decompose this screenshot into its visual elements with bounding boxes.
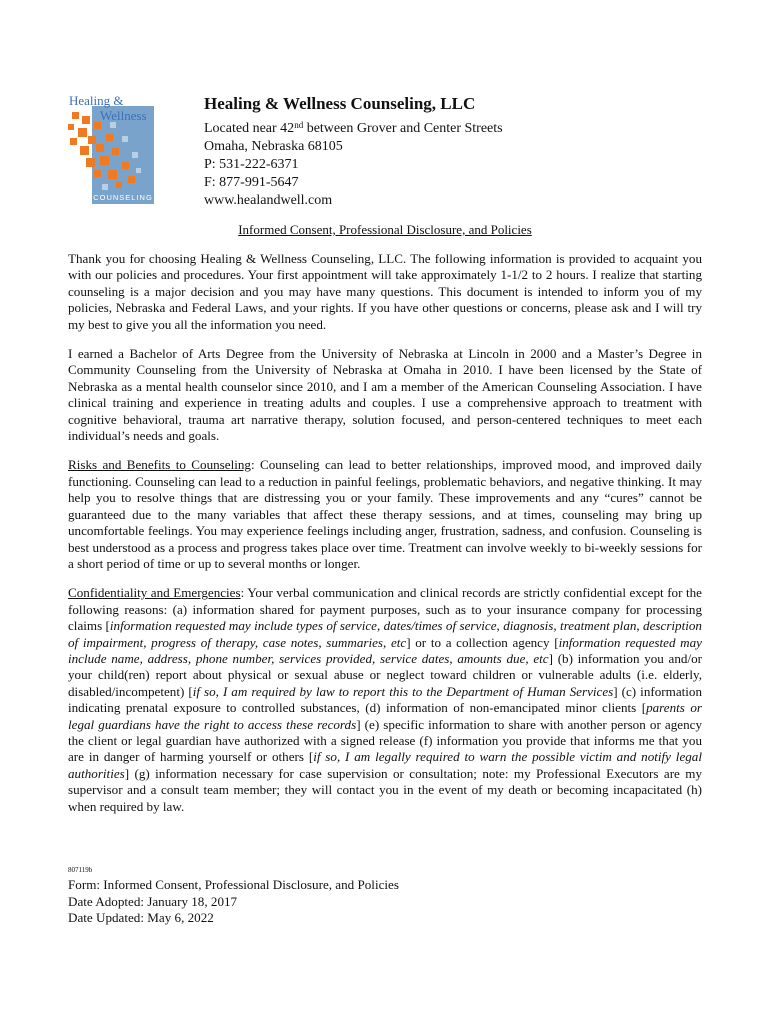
location-post: between Grover and Center Streets <box>303 121 503 136</box>
company-name: Healing & Wellness Counseling, LLC <box>204 94 476 113</box>
conf-italic-6: if so, I am required by law to report this to the Department of Human Services <box>192 683 614 699</box>
conf-italic-2: information requested may include types of service, dates/times of service, diagnosis, treatment plan, description of impairment, progress of therapy, case notes, summaries, etc <box>68 618 702 650</box>
credentials-paragraph: I earned a Bachelor of Arts Degree from the University of Nebraska at Lincoln in 2000 and a Master’s Degree in Community Counseling from the University of Nebraska at Omaha in 2010. I have been licensed by the State of Nebraska as a mental health counselor since 2010, and I am a member of the American Counseling Association. I have clinical training and experience in treating adults and couples. I use a comprehensive approach to treatment with cognitive behavioral, trauma art narrative therapy, solution focused, and person-centered techniques to meet each individual’s needs and goals. <box>68 346 702 444</box>
conf-text-11: ] (g) information necessary for case supervision or consultation; note: my Professional Executors are my supervisor and a consult team member; they will contact you in the event of my death or becoming incapacitated (h) when required by law. <box>68 765 702 814</box>
letterhead <box>204 94 704 210</box>
conf-text-9: ] (e) specific information to share with another person or agency the client or legal guardian have authorized with a signed release (f) information you provide that informs me that you are in danger of harming yourself or others [ <box>68 716 702 765</box>
conf-text-7: ] (c) information indicating prenatal exposure to controlled substances, (d) information of non-emancipated minor clients [ <box>68 683 702 716</box>
document-body <box>68 251 702 828</box>
document-title: Informed Consent, Professional Disclosure, and Policies <box>238 222 532 237</box>
location-pre: Located near 42 <box>204 121 295 136</box>
date-updated: Date Updated: May 6, 2022 <box>68 910 214 925</box>
risks-body: : Counseling can lead to better relationships, improved mood, and improved daily functioning. Counseling can lead to a reduction in painful feelings, problematic behaviors, and negative thinking. It may help you to resolve things that are distressing you or your family. These improvements and any “cures” cannot be guaranteed due to the many variables that affect these therapy sessions, and at times, counseling may bring up uncomfortable feelings. You may experience feelings including anger, frustration, sadness, and confusion. Counseling is best understood as a process and progress takes place over time. Treatment can involve weekly to bi-weekly sessions for a short period of time or up to several months or longer. <box>68 457 702 571</box>
conf-text-1: : Your verbal communication and clinical records are strictly confidential except for the following reasons: (a) information shared for payment purposes, such as to your insurance company for processing claims [ <box>68 585 702 634</box>
conf-text-3: ] or to a collection agency [ <box>406 634 559 650</box>
location-line <box>204 120 704 138</box>
logo-text-line2: Wellness <box>100 108 147 123</box>
conf-text-5: ] (b) information you and/or your child(ren) report about physical or sexual abuse or neglect toward children or vulnerable adults (i.e. elderly, disabled/incompetent) [ <box>68 650 702 699</box>
fax-line: F: 877-991-5647 <box>204 175 299 190</box>
location-sup: nd <box>294 120 304 130</box>
logo-banner-text: COUNSELING <box>93 193 153 202</box>
conf-italic-4: information requested may include name, address, phone number, services provided, service dates, amounts due, etc <box>68 634 702 666</box>
company-logo <box>66 92 158 204</box>
website-link[interactable]: www.healandwell.com <box>204 193 333 208</box>
date-adopted: Date Adopted: January 18, 2017 <box>68 893 238 909</box>
confidentiality-heading: Confidentiality and Emergencies <box>68 585 241 601</box>
conf-italic-10: if so, I am legally required to warn the possible victim and notify legal authorities <box>68 749 702 781</box>
risks-paragraph <box>68 457 702 572</box>
city-line: Omaha, Nebraska 68105 <box>204 139 343 154</box>
logo-graphic <box>66 92 158 204</box>
phone-line: P: 531-222-6371 <box>204 157 299 172</box>
form-name: Form: Informed Consent, Professional Disclosure, and Policies <box>68 877 399 892</box>
intro-paragraph: Thank you for choosing Healing & Wellness Counseling, LLC. The following information is provided to acquaint you with our policies and procedures. Your first appointment will take approximately 1-1/2 to 2 hours. I realize that starting counseling is a major decision and you may have many questions. This document is intended to inform you of my policies, Nebraska and Federal Laws, and your rights. If you have other questions or concerns, please ask and I will try my best to give you all the information you need. <box>68 251 702 332</box>
logo-text-line1: Healing & <box>69 93 124 108</box>
confidentiality-paragraph <box>68 585 702 815</box>
conf-italic-8: parents or legal guardians have the right to access these records <box>68 700 702 732</box>
form-footer <box>68 877 399 927</box>
risks-heading: Risks and Benefits to Counseling <box>68 457 251 473</box>
form-code: 807119b <box>68 866 93 874</box>
